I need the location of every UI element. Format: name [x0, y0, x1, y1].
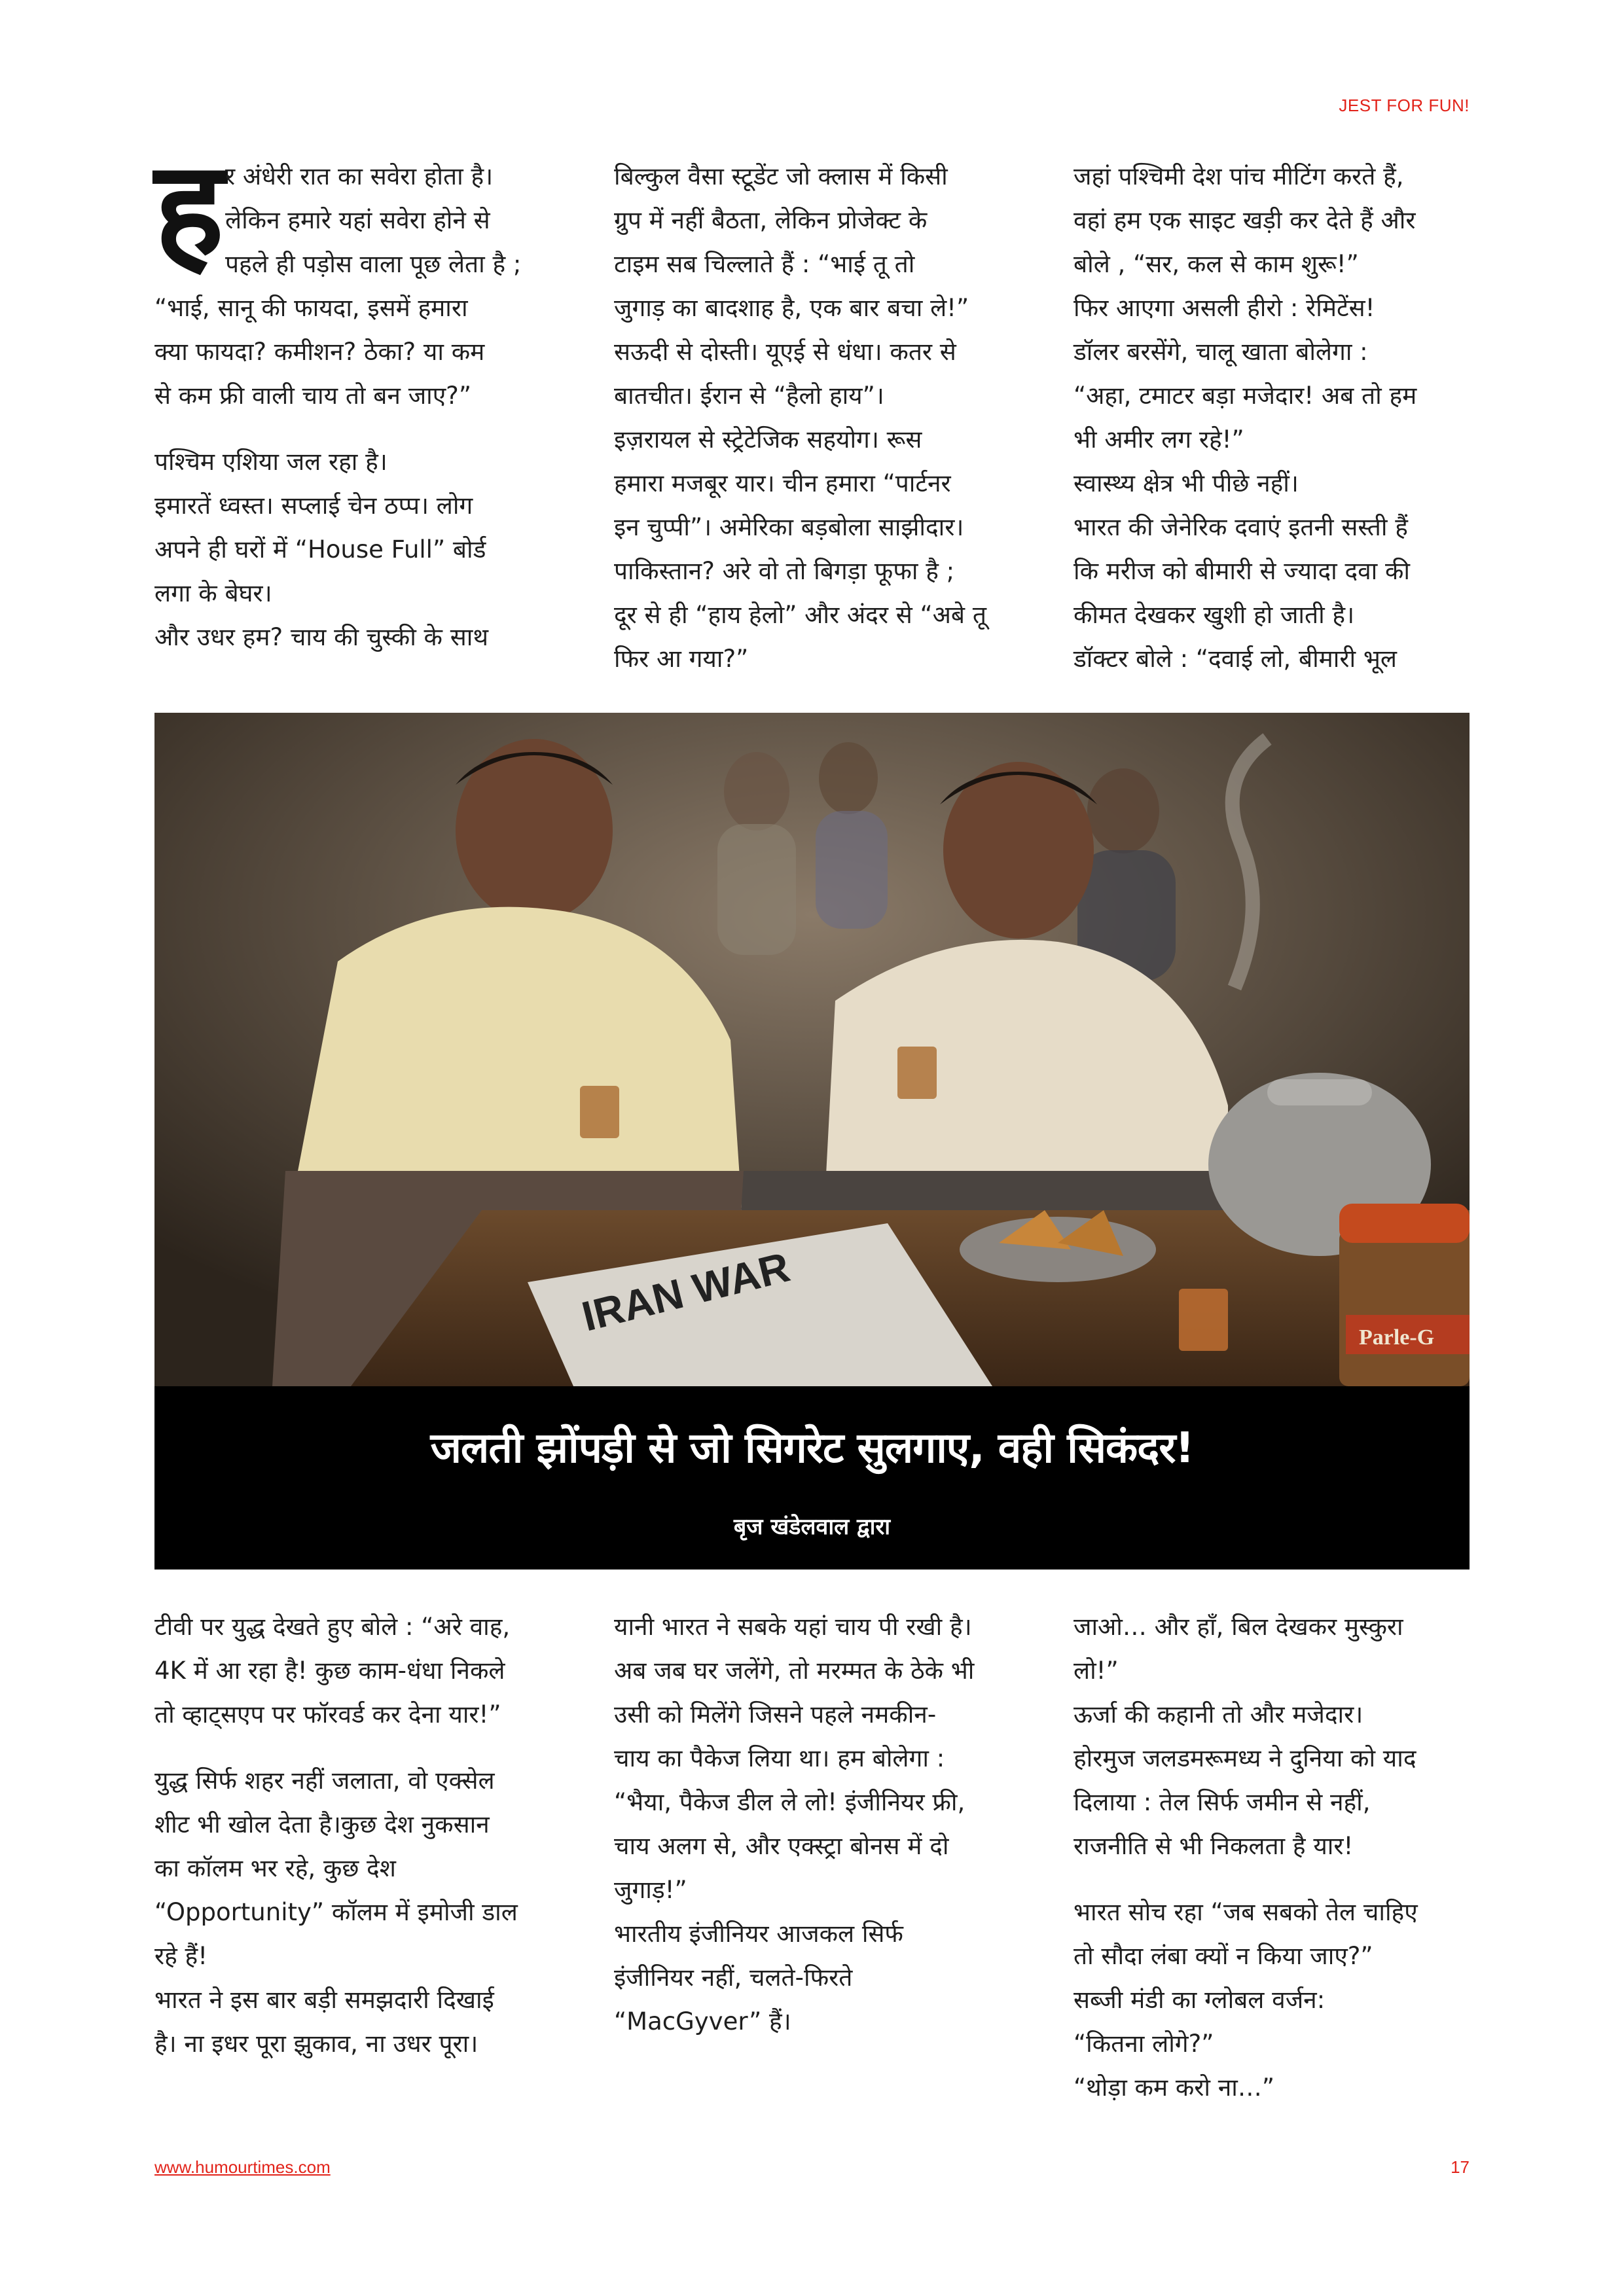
text-line: अब जब घर जलेंगे, तो मरम्मत के ठेके भी	[614, 1657, 975, 1685]
text-line: यानी भारत ने सबके यहां चाय पी रखी है।	[614, 1613, 972, 1641]
text-line: ग्रुप में नहीं बैठता, लेकिन प्रोजेक्ट के	[614, 206, 928, 234]
text-line: है। ना इधर पूरा झुकाव, ना उधर पूरा।	[154, 2030, 478, 2058]
article-column-top-1	[154, 133, 547, 659]
article-photo	[154, 713, 1470, 1386]
text-line: हमारा मजबूर यार। चीन हमारा “पार्टनर	[614, 469, 951, 497]
article-column-bottom-3	[1074, 1605, 1466, 2109]
text-line: फिर आ गया?”	[614, 645, 749, 673]
text-line: दिलाया : तेल सिर्फ जमीन से नहीं,	[1074, 1788, 1371, 1816]
text-line: सब्जी मंडी का ग्लोबल वर्जन:	[1074, 1986, 1326, 2014]
text-line: रहे हैं!	[154, 1942, 208, 1970]
photo-illustration	[154, 713, 1470, 1386]
text-line: बातचीत। ईरान से “हैलो हाय”।	[614, 382, 884, 410]
text-line: चाय अलग से, और एक्स्ट्रा बोनस में दो	[614, 1832, 949, 1860]
text-line: “भाई, सानू की फायदा, इसमें हमारा	[154, 294, 468, 322]
text-line: क्या फायदा? कमीशन? ठेका? या कम	[154, 338, 485, 366]
text-line: का कॉलम भर रहे, कुछ देश	[154, 1854, 396, 1882]
page-number: 17	[1451, 2157, 1470, 2177]
text-line: दूर से ही “हाय हेलो” और अंदर से “अबे तू	[614, 601, 986, 629]
text-line: तो सौदा लंबा क्यों न किया जाए?”	[1074, 1942, 1373, 1970]
text-line: ऊर्जा की कहानी तो और मजेदार।	[1074, 1700, 1363, 1729]
text-line: लेकिन हमारे यहां सवेरा होने से	[225, 206, 490, 234]
text-line: जाओ… और हाँ, बिल देखकर मुस्कुरा	[1074, 1613, 1403, 1641]
dropcap-letter: ह	[154, 133, 225, 285]
text-line: फिर आएगा असली हीरो : रेमिटेंस!	[1074, 294, 1375, 322]
text-line: टीवी पर युद्ध देखते हुए बोले : “अरे वाह,	[154, 1613, 511, 1641]
text-line: “अहा, टमाटर बड़ा मजेदार! अब तो हम	[1074, 382, 1417, 410]
text-line: डॉलर बरसेंगे, चालू खाता बोलेगा :	[1074, 338, 1368, 366]
text-line: लगा के बेघर।	[154, 579, 272, 607]
text-line: र अंधेरी रात का सवेरा होता है।	[225, 162, 494, 190]
text-line: “कितना लोगे?”	[1074, 2030, 1214, 2058]
text-line: पश्चिम एशिया जल रहा है।	[154, 448, 388, 476]
text-line: शीट भी खोल देता है।कुछ देश नुकसान	[154, 1810, 490, 1839]
text-line: कि मरीज को बीमारी से ज्यादा दवा की	[1074, 557, 1411, 585]
text-line: इमारतें ध्वस्त। सप्लाई चेन ठप्प। लोग	[154, 492, 473, 520]
text-line: और उधर हम? चाय की चुस्की के साथ	[154, 623, 488, 651]
text-line: वहां हम एक साइट खड़ी कर देते हैं और	[1074, 206, 1416, 234]
text-line: जुगाड़!”	[614, 1876, 687, 1904]
text-line: स्वास्थ्य क्षेत्र भी पीछे नहीं।	[1074, 469, 1299, 497]
website-link[interactable]: www.humourtimes.com	[154, 2157, 331, 2177]
article-column-bottom-2	[614, 1605, 1007, 2043]
title-banner	[154, 1386, 1470, 1570]
text-line: “थोड़ा कम करो ना…”	[1074, 2073, 1275, 2102]
text-line: युद्ध सिर्फ शहर नहीं जलाता, वो एक्सेल	[154, 1767, 495, 1795]
article-byline: बृज खंडेलवाल द्वारा	[733, 1514, 891, 1540]
dropcap-paragraph	[154, 133, 547, 286]
text-line: जहां पश्चिमी देश पांच मीटिंग करते हैं,	[1074, 162, 1404, 190]
text-line: सऊदी से दोस्ती। यूएई से धंधा। कतर से	[614, 338, 956, 366]
text-line: भारत की जेनेरिक दवाएं इतनी सस्ती हैं	[1074, 513, 1408, 541]
svg-text:Parle-G: Parle-G	[1359, 1325, 1435, 1350]
text-line: तो व्हाट्सएप पर फॉरवर्ड कर देना यार!”	[154, 1700, 501, 1729]
article-column-bottom-1	[154, 1605, 547, 2066]
article-column-top-3	[1074, 154, 1466, 681]
text-line: भारतीय इंजीनियर आजकल सिर्फ	[614, 1920, 903, 1948]
text-line: पाकिस्तान? अरे वो तो बिगड़ा फूफा है ;	[614, 557, 955, 585]
text-line: पहले ही पड़ोस वाला पूछ लेता है ;	[225, 250, 522, 278]
svg-text:IRAN WAR: IRAN WAR	[577, 1243, 795, 1340]
text-line: राजनीति से भी निकलता है यार!	[1074, 1832, 1354, 1860]
text-line: अपने ही घरों में “House Full” बोर्ड	[154, 535, 486, 564]
text-line: “MacGyver” हैं।	[614, 2007, 791, 2036]
text-line: होरमुज जलडमरूमध्य ने दुनिया को याद	[1074, 1744, 1416, 1772]
text-line: इन चुप्पी”। अमेरिका बड़बोला साझीदार।	[614, 513, 964, 541]
text-line: कीमत देखकर खुशी हो जाती है।	[1074, 601, 1355, 629]
section-label: JEST FOR FUN!	[1339, 96, 1470, 115]
text-line: भी अमीर लग रहे!”	[1074, 425, 1244, 454]
text-line: जुगाड़ का बादशाह है, एक बार बचा ले!”	[614, 294, 969, 322]
text-line: चाय का पैकेज लिया था। हम बोलेगा :	[614, 1744, 945, 1772]
article-column-top-2	[614, 154, 1007, 681]
text-line: “भैया, पैकेज डील ले लो! इंजीनियर फ्री,	[614, 1788, 965, 1816]
text-line: इंजीनियर नहीं, चलते-फिरते	[614, 1964, 853, 1992]
text-line: बोले , “सर, कल से काम शुरू!”	[1074, 250, 1359, 278]
text-line: टाइम सब चिल्लाते हैं : “भाई तू तो	[614, 250, 915, 278]
text-line: लो!”	[1074, 1657, 1119, 1685]
text-line: भारत ने इस बार बड़ी समझदारी दिखाई	[154, 1986, 494, 2014]
text-line: भारत सोच रहा “जब सबको तेल चाहिए	[1074, 1898, 1418, 1926]
text-line: बिल्कुल वैसा स्टूडेंट जो क्लास में किसी	[614, 162, 948, 190]
text-line: “Opportunity” कॉलम में इमोजी डाल	[154, 1898, 518, 1926]
text-line: 4K में आ रहा है! कुछ काम-धंधा निकले	[154, 1657, 505, 1685]
text-line: उसी को मिलेंगे जिसने पहले नमकीन-	[614, 1700, 937, 1729]
text-line: इज़रायल से स्ट्रेटेजिक सहयोग। रूस	[614, 425, 922, 454]
text-line: डॉक्टर बोले : “दवाई लो, बीमारी भूल	[1074, 645, 1397, 673]
article-title: जलती झोंपड़ी से जो सिगरेट सुलगाए, वही सिकंदर!	[430, 1424, 1194, 1473]
text-line: से कम फ्री वाली चाय तो बन जाए?”	[154, 382, 471, 410]
